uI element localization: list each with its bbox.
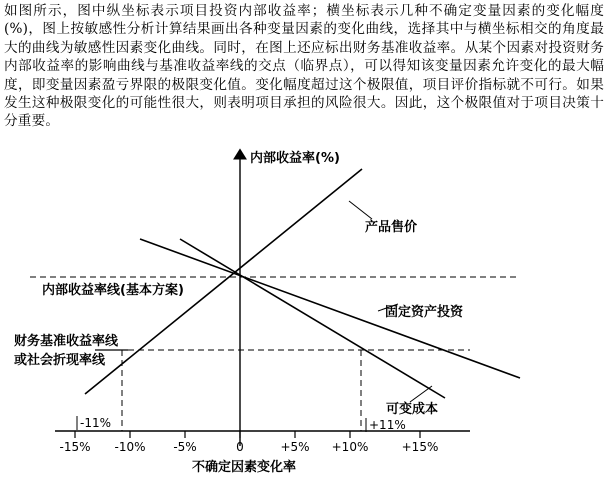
product-price-curve bbox=[85, 169, 362, 394]
x-tick-label: +15% bbox=[401, 440, 439, 454]
x-axis-label: 不确定因素变化率 bbox=[192, 460, 297, 475]
series-label-product-price: 产品售价 bbox=[365, 220, 418, 235]
x-tick-label: +10% bbox=[331, 440, 369, 454]
benchmark-label-line2: 或社会折现率线 bbox=[14, 353, 106, 368]
limit-right-label: +11% bbox=[369, 418, 406, 432]
y-axis-label: 内部收益率(%) bbox=[250, 151, 340, 166]
explanation-paragraph: 如图所示，图中纵坐标表示项目投资内部收益率；横坐标表示几种不确定变量因素的变化幅度(%)，图上按敏感性分析计算结果画出各种变量因素的变化曲线，选择其中与横坐标相交的角度最大的曲线为敏感性因素变化曲线。同时，在图上还应标出财务基准收益率。从某个因素对投资财务内部收益率的影响曲线与基准收益率线的交点（临界点），可以得知该变量因素允许变化的最大幅度，即变量因素盈亏界限的极限变化值。变化幅度超过这个极限值，项目评价指标就不可行。如果发生这种极限变化的可能性很大，则表明项目承担的风险很大。因此，这个极限值对于项目决策十分重要。 bbox=[4, 3, 604, 130]
benchmark-label-line1: 财务基准收益率线 bbox=[14, 334, 119, 349]
x-tick-labels bbox=[59, 440, 438, 454]
variable-cost-leader bbox=[410, 386, 432, 402]
x-tick-marks bbox=[75, 431, 420, 438]
x-tick-label: -15% bbox=[59, 440, 91, 454]
limit-left-label: -11% bbox=[80, 416, 112, 430]
series-label-fixed-investment: 固定资产投资 bbox=[385, 305, 464, 320]
series-label-variable-cost-text: 可变成本 bbox=[386, 402, 439, 417]
irr-base-label: 内部收益率线(基本方案) bbox=[42, 283, 184, 298]
sensitivity-analysis-figure bbox=[0, 146, 606, 478]
x-tick-label: +5% bbox=[280, 440, 310, 454]
x-tick-label: -10% bbox=[114, 440, 146, 454]
product-price-leader bbox=[349, 201, 372, 219]
x-tick-label: 0 bbox=[236, 440, 244, 454]
x-tick-label: -5% bbox=[173, 440, 197, 454]
